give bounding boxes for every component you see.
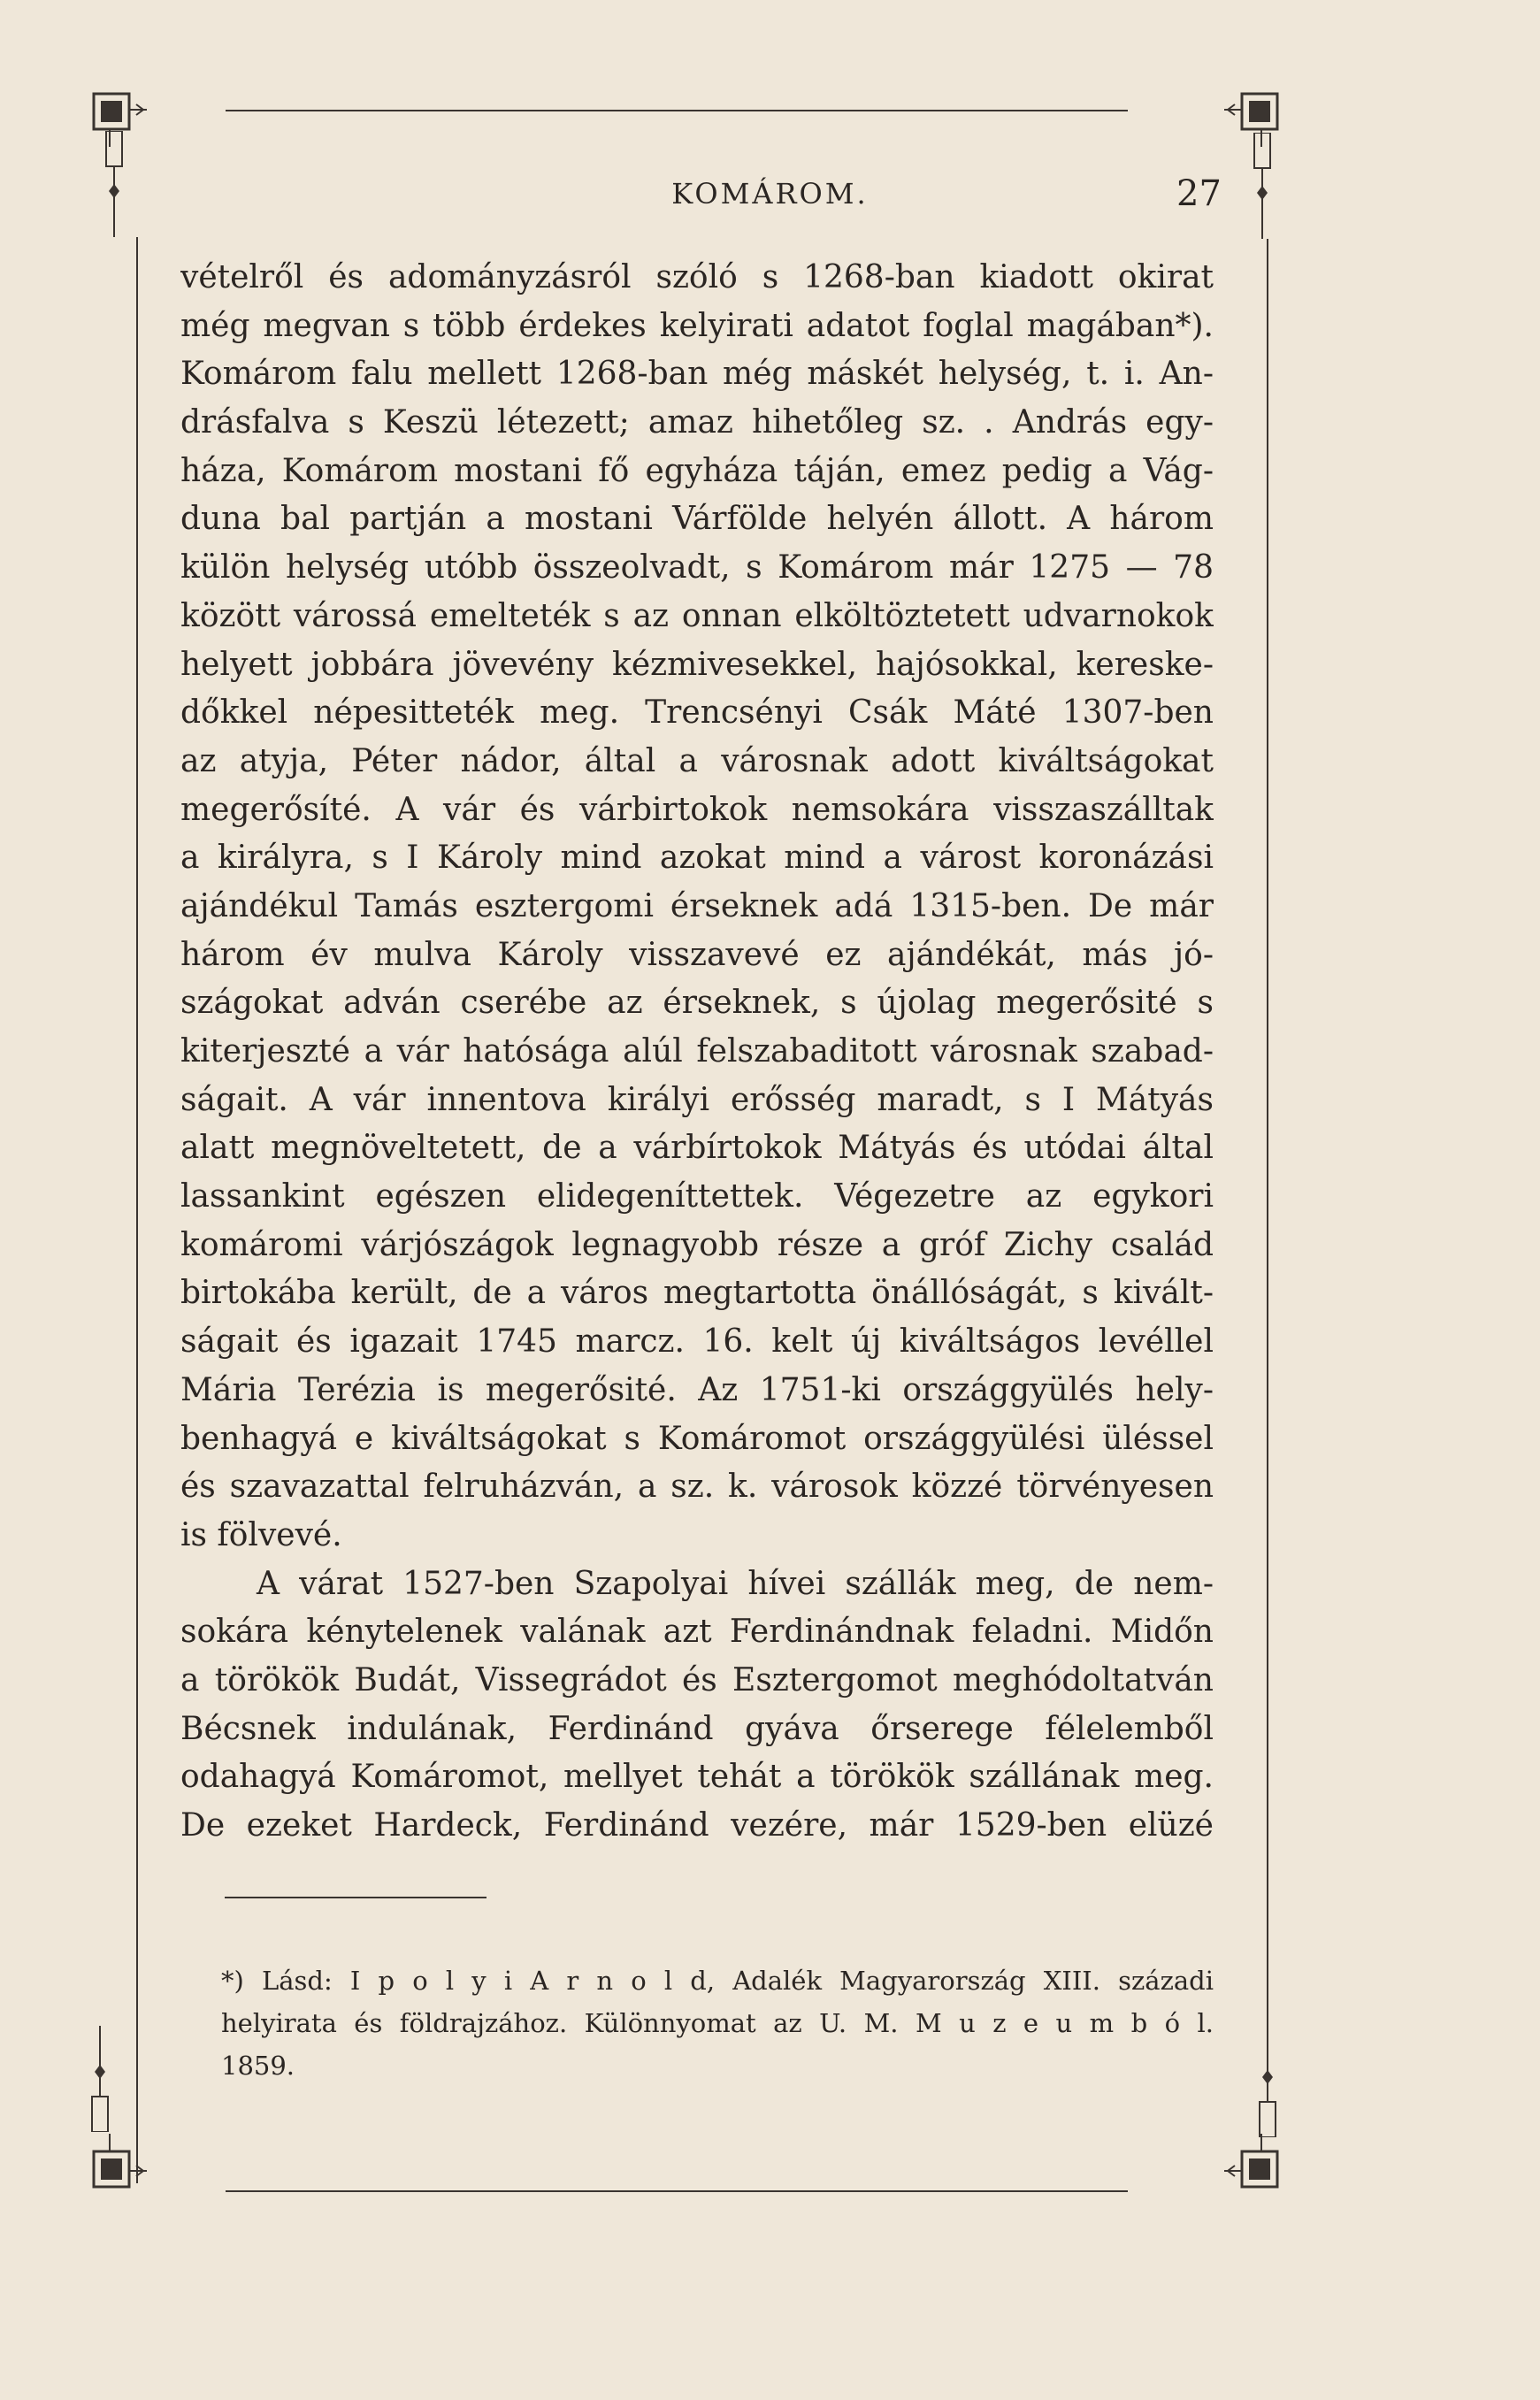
text-line: birtokába került, de a város megtartotta önállóságát, s kivált-	[180, 1275, 1214, 1312]
text-line: az atyja, Péter nádor, által a városnak adott kiváltságokat	[180, 742, 1214, 779]
running-head-title: KOMÁROM.	[671, 177, 869, 211]
footnote	[221, 1959, 1214, 2087]
text-line: még megvan s több érdekes kelyirati adatot foglal magában*).	[180, 307, 1214, 344]
right-frame-rule	[1267, 239, 1268, 2079]
text-line: megerősíté. A vár és várbirtokok nemsokára visszaszálltak	[180, 791, 1214, 828]
text-line: kiterjeszté a vár hatósága alúl felszabaditott városnak szabad-	[180, 1033, 1214, 1070]
left-frame-rule	[136, 237, 138, 2183]
text-line: komáromi várjószágok legnagyobb része a gróf Zichy család	[180, 1226, 1214, 1263]
body-text	[180, 254, 1214, 1851]
text-line: odahagyá Komáromot, mellyet tehát a törökök szállának meg.	[180, 1759, 1214, 1796]
corner-ornament-icon	[88, 2130, 150, 2192]
text-line: Bécsnek indulának, Ferdinánd gyáva őrserege félelemből	[180, 1710, 1214, 1747]
text-line: vételről és adományzásról szóló s 1268-ban kiadott okirat	[180, 259, 1214, 295]
text-line: külön helység utóbb összeolvadt, s Komárom már 1275 — 78	[180, 549, 1214, 587]
text-line: háza, Komárom mostani fő egyháza táján, emez pedig a Vág-	[180, 452, 1214, 489]
text-line: dőkkel népesitteték meg. Trencsényi Csák Máté 1307-ben	[180, 694, 1214, 732]
corner-ornament-icon	[1221, 2130, 1283, 2192]
text-line: De ezeket Hardeck, Ferdinánd vezére, már 1529-ben elüzé	[180, 1807, 1214, 1844]
text-line: duna bal partján a mostani Várfölde helyén állott. A három	[180, 501, 1214, 538]
text-line: ságait és igazait 1745 marcz. 16. kelt új kiváltságos levéllel	[180, 1323, 1214, 1361]
text-line: és szavazattal felruházván, a sz. k. városok közzé törvényesen	[180, 1468, 1214, 1506]
footnote-line: 1859.	[221, 2051, 295, 2081]
text-line: szágokat adván cserébe az érseknek, s újolag megerősité s	[180, 985, 1214, 1022]
footnote-line: helyirata és földrajzához. Különnyomat az U. M. M u z e u m b ó l.	[221, 2008, 1214, 2038]
text-line: ságait. A vár innentova királyi erősség maradt, s I Mátyás	[180, 1081, 1214, 1118]
text-line: három év mulva Károly visszavevé ez ajándékát, más jó-	[180, 936, 1214, 973]
footnote-separator	[225, 1897, 487, 1898]
text-line: Komárom falu mellett 1268-ban még máskét helység, t. i. An-	[180, 356, 1214, 393]
footnote-line: *) Lásd: I p o l y i A r n o l d, Adalék Magyarország XIII. századi	[221, 1966, 1214, 1996]
stem-ornament-icon	[85, 2026, 115, 2132]
text-line: drásfalva s Keszü létezett; amaz hihetőleg sz. . András egy-	[180, 404, 1214, 441]
text-line: alatt megnöveltetett, de a várbírtokok Mátyás és utódai által	[180, 1130, 1214, 1167]
text-line: ajándékul Tamás esztergomi érseknek adá 1315-ben. De már	[180, 887, 1214, 924]
text-line: lassankint egészen elidegeníttettek. Végezetre az egykori	[180, 1178, 1214, 1215]
bottom-frame-rule	[226, 2190, 1128, 2192]
text-line: is fölvevé.	[180, 1516, 342, 1553]
text-line: a királyra, s I Károly mind azokat mind a várost koronázási	[180, 840, 1214, 877]
text-line: a törökök Budát, Vissegrádot és Esztergomot meghódoltatván	[180, 1661, 1214, 1698]
text-line: sokára kénytelenek valának azt Ferdinándnak feladni. Midőn	[180, 1614, 1214, 1651]
text-line: A várat 1527-ben Szapolyai hívei szállák meg, de nem-	[257, 1565, 1214, 1602]
text-line: helyett jobbára jövevény kézmivesekkel, hajósokkal, kereske-	[180, 646, 1214, 683]
top-frame-rule	[226, 110, 1128, 111]
page-number: 27	[1176, 173, 1222, 214]
text-line: között várossá emelteték s az onnan elköltöztetett udvarnokok	[180, 597, 1214, 634]
stem-ornament-icon	[1253, 2031, 1283, 2137]
text-line: Mária Terézia is megerősité. Az 1751-ki országgyülés hely-	[180, 1371, 1214, 1408]
text-line: benhagyá e kiváltságokat s Komáromot országgyülési üléssel	[180, 1420, 1214, 1457]
